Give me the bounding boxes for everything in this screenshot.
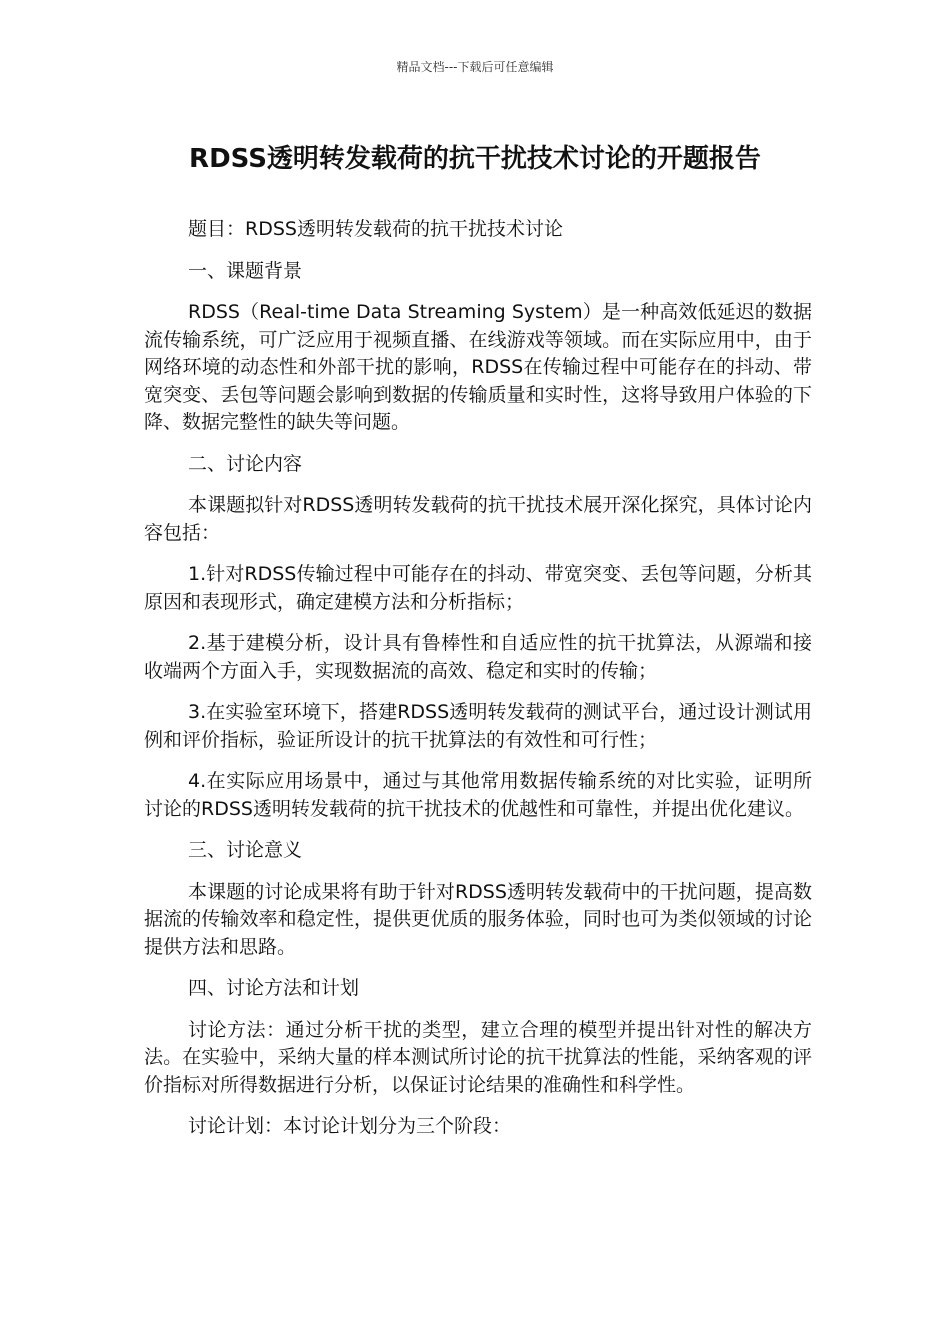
section-heading-methods: 四、讨论方法和计划: [188, 977, 360, 999]
section-heading-content: 二、讨论内容: [188, 452, 303, 475]
content-intro-paragraph: 本课题拟针对RDSS透明转发载荷的抗干扰技术展开深化探究，具体讨论内容包括：: [144, 494, 812, 544]
significance-paragraph: 本课题的讨论成果将有助于针对RDSS透明转发载荷中的干扰问题，提高数据流的传输效率和稳定性，提供更优质的服务体验，同时也可为类似领域的讨论提供方法和思路。: [144, 880, 812, 958]
topic-line: 题目：RDSS透明转发载荷的抗干扰技术讨论: [188, 218, 563, 240]
plan-paragraph: 讨论计划：本讨论计划分为三个阶段：: [188, 1115, 512, 1137]
section-heading-significance: 三、讨论意义: [188, 839, 303, 861]
content-item-3: 3.在实验室环境下，搭建RDSS透明转发载荷的测试平台，通过设计测试用例和评价指标，验证所设计的抗干扰算法的有效性和可行性；: [144, 701, 812, 751]
content-item-2: 2.基于建模分析，设计具有鲁棒性和自适应性的抗干扰算法，从源端和接收端两个方面入手，实现数据流的高效、稳定和实时的传输；: [144, 632, 812, 682]
document-body: [144, 216, 812, 1155]
content-item-4: 4.在实际应用场景中，通过与其他常用数据传输系统的对比实验，证明所讨论的RDSS透明转发载荷的抗干扰技术的优越性和可靠性，并提出优化建议。: [144, 770, 812, 820]
document-title: RDSS透明转发载荷的抗干扰技术讨论的开题报告: [189, 144, 761, 174]
background-paragraph: RDSS（Real-time Data Streaming System）是一种高效低延迟的数据流传输系统，可广泛应用于视频直播、在线游戏等领域。而在实际应用中，由于网络环境的动态性和外部干扰的影响，RDSS在传输过程中可能存在的抖动、带宽突变、丢包等问题会影响到数据的传输质量和实时性，这将导致用户体验的下降、数据完整性的缺失等问题。: [144, 301, 812, 433]
content-item-1: 1.针对RDSS传输过程中可能存在的抖动、带宽突变、丢包等问题，分析其原因和表现形式，确定建模方法和分析指标；: [144, 563, 812, 613]
page-header-note: 精品文档---下载后可任意编辑: [396, 60, 554, 74]
section-heading-background: 一、课题背景: [188, 259, 303, 282]
methods-paragraph: 讨论方法：通过分析干扰的类型，建立合理的模型并提出针对性的解决方法。在实验中，采纳大量的样本测试所讨论的抗干扰算法的性能，采纳客观的评价指标对所得数据进行分析，以保证讨论结果的准确性和科学性。: [144, 1018, 812, 1096]
